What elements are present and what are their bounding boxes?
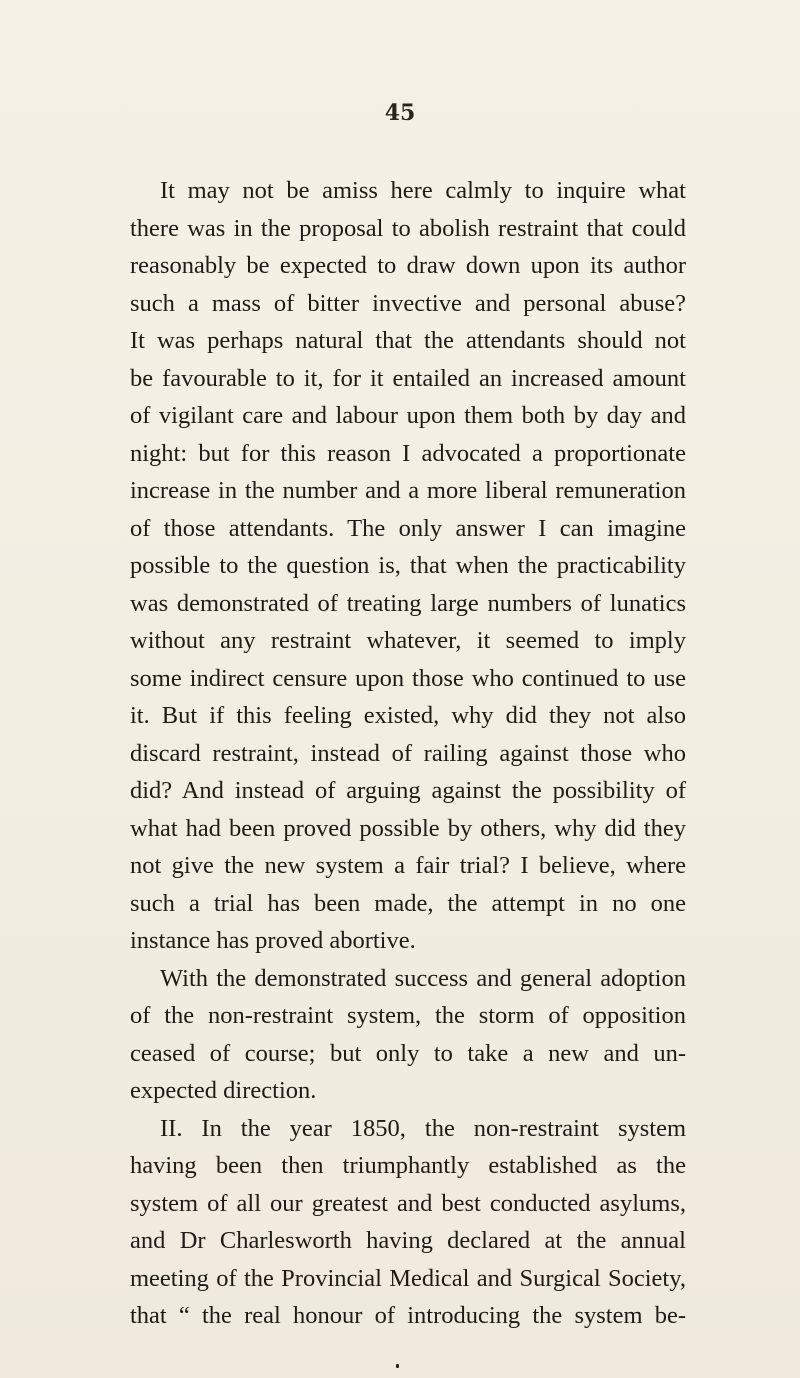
text-line: With the demonstrated success and general adoption: [160, 964, 686, 992]
text-line: having been then triumphantly established as the: [130, 1152, 686, 1179]
text-line: it. But if this feeling existed, why did they not also: [130, 702, 686, 729]
text-line: system of all our greatest and best conducted asylums,: [130, 1189, 686, 1217]
paragraph-2: [130, 960, 686, 1110]
text-line: of vigilant care and labour upon them both by day and: [130, 402, 686, 429]
text-line: what had been proved possible by others, why did they: [130, 814, 686, 842]
page-number: 45: [384, 100, 416, 126]
text-line: there was in the proposal to abolish restraint that could: [130, 214, 686, 242]
printer-mark: [396, 1364, 399, 1368]
text-line: It may not be amiss here calmly to inquire what: [160, 177, 686, 204]
text-line: ceased of course; but only to take a new and un-: [130, 1039, 686, 1067]
text-line: did? And instead of arguing against the possibility of: [130, 777, 686, 804]
text-line: was demonstrated of treating large numbers of lunatics: [130, 589, 686, 617]
text-line: such a trial has been made, the attempt in no one: [130, 889, 686, 917]
text-line: expected direction.: [130, 1077, 317, 1104]
text-line: that “ the real honour of introducing the system be-: [130, 1302, 686, 1329]
text-line: such a mass of bitter invective and personal abuse?: [130, 289, 686, 317]
text-line: It was perhaps natural that the attendants should not: [130, 327, 686, 354]
text-line: of those attendants. The only answer I can imagine: [130, 514, 686, 542]
body-text: [130, 172, 686, 1335]
text-line: increase in the number and a more liberal remuneration: [130, 477, 686, 504]
text-line: meeting of the Provincial Medical and Surgical Society,: [130, 1264, 686, 1292]
text-line: not give the new system a fair trial? I believe, where: [130, 852, 686, 879]
text-line: some indirect censure upon those who continued to use: [130, 664, 686, 692]
text-line: night: but for this reason I advocated a proportionate: [130, 439, 686, 467]
text-line: and Dr Charlesworth having declared at the annual: [130, 1227, 686, 1254]
text-line: without any restraint whatever, it seemed to imply: [130, 627, 686, 654]
text-line: instance has proved abortive.: [130, 927, 416, 954]
paragraph-1: [130, 172, 686, 960]
text-line: reasonably be expected to draw down upon its author: [130, 252, 686, 279]
text-line: II. In the year 1850, the non-restraint system: [160, 1114, 686, 1142]
text-line: possible to the question is, that when the practicability: [130, 552, 686, 579]
text-line: of the non-restraint system, the storm of opposition: [130, 1002, 686, 1029]
text-line: be favourable to it, for it entailed an increased amount: [130, 364, 686, 392]
paragraph-3: [130, 1110, 686, 1335]
text-line: discard restraint, instead of railing against those who: [130, 739, 686, 767]
